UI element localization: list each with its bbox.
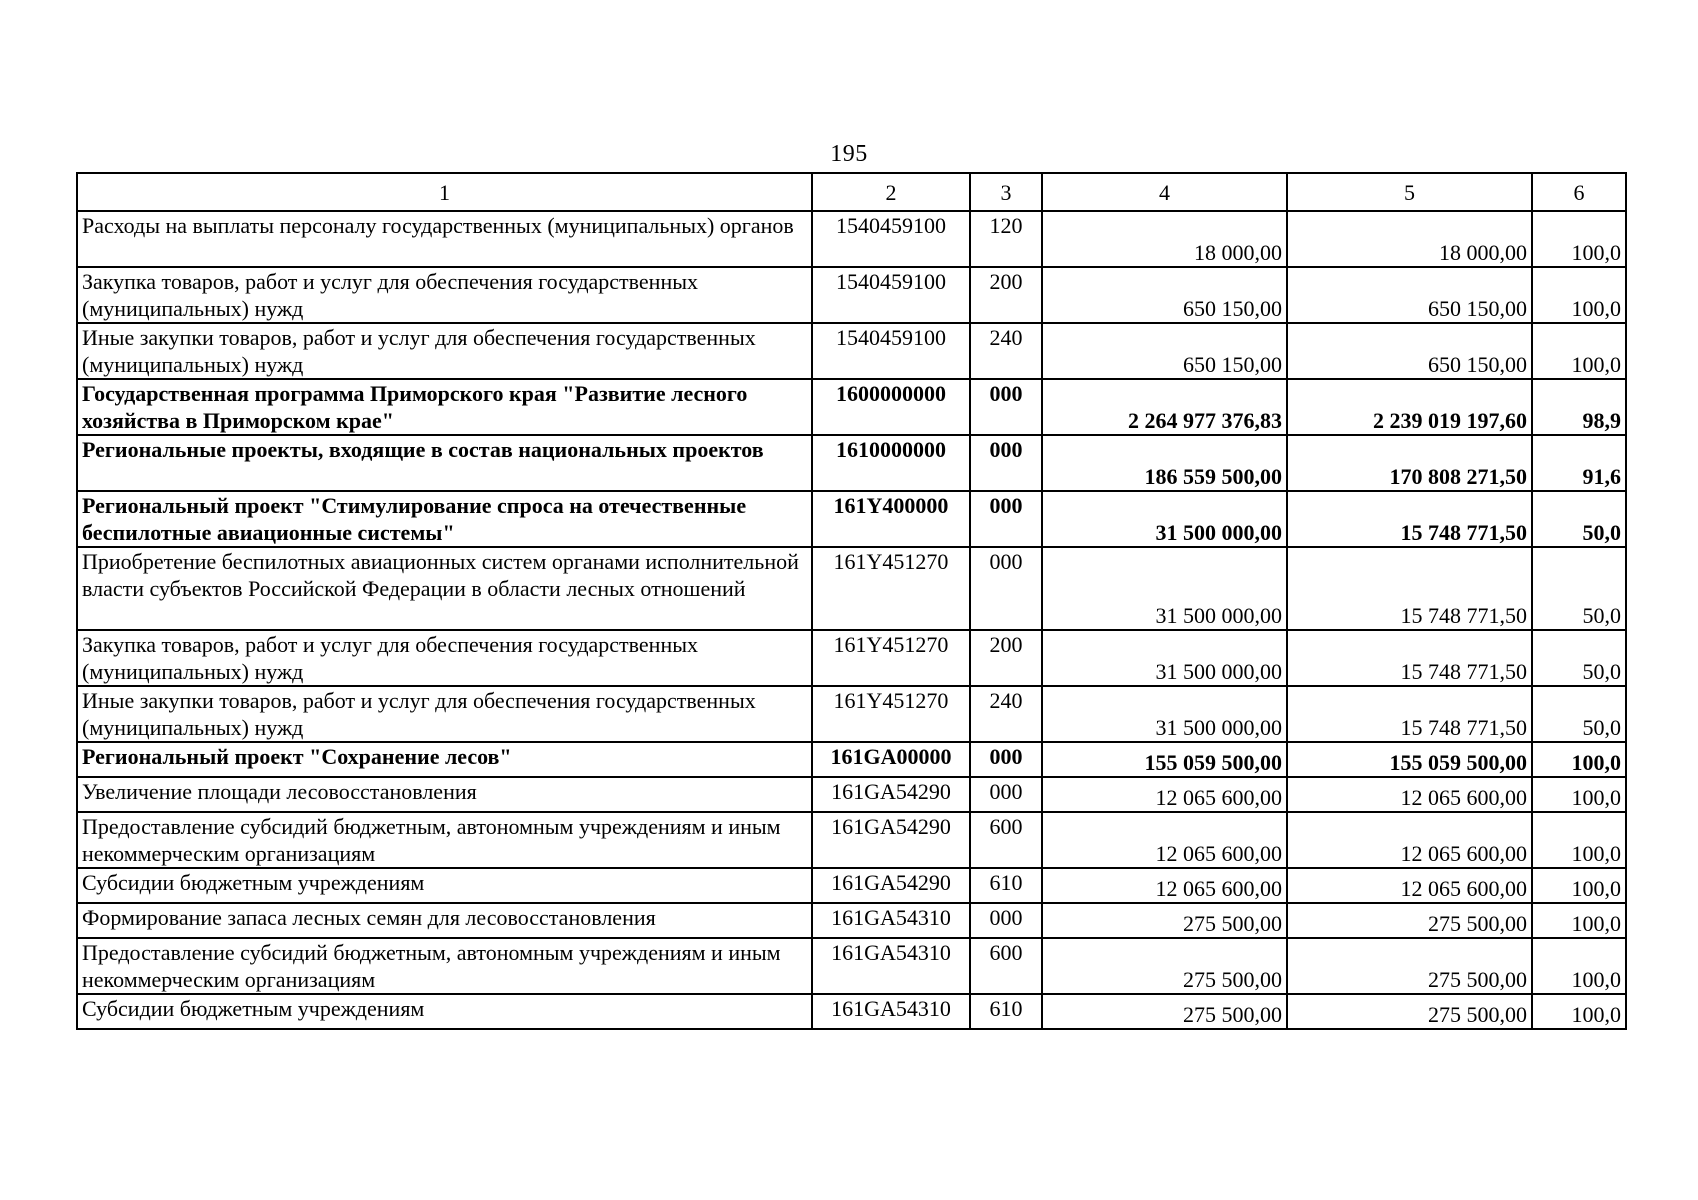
expense-type-cell: 000 — [970, 903, 1042, 938]
expense-name-cell: Увеличение площади лесовосстановления — [77, 777, 812, 812]
expense-name-cell: Иные закупки товаров, работ и услуг для обеспечения государственных (муниципальных) нужд — [77, 686, 812, 742]
fact-amount-cell: 170 808 271,50 — [1287, 435, 1532, 491]
expense-name-cell: Региональный проект "Сохранение лесов" — [77, 742, 812, 777]
table-row — [77, 211, 1626, 267]
table-row — [77, 812, 1626, 868]
expense-name-cell: Расходы на выплаты персоналу государственных (муниципальных) органов — [77, 211, 812, 267]
fact-amount-cell: 275 500,00 — [1287, 938, 1532, 994]
expense-name-cell: Закупка товаров, работ и услуг для обеспечения государственных (муниципальных) нужд — [77, 630, 812, 686]
expense-type-cell: 000 — [970, 379, 1042, 435]
column-header: 1 — [77, 173, 812, 211]
plan-amount-cell: 12 065 600,00 — [1042, 868, 1287, 903]
target-code-cell: 1540459100 — [812, 211, 970, 267]
percent-cell: 100,0 — [1532, 267, 1626, 323]
expense-name-cell: Предоставление субсидий бюджетным, автономным учреждениям и иным некоммерческим организациям — [77, 938, 812, 994]
percent-cell: 100,0 — [1532, 211, 1626, 267]
percent-cell: 91,6 — [1532, 435, 1626, 491]
expense-type-cell: 240 — [970, 323, 1042, 379]
column-header: 6 — [1532, 173, 1626, 211]
target-code-cell: 161GA54310 — [812, 938, 970, 994]
expense-name-cell: Государственная программа Приморского края "Развитие лесного хозяйства в Приморском крае" — [77, 379, 812, 435]
percent-cell: 50,0 — [1532, 547, 1626, 630]
plan-amount-cell: 275 500,00 — [1042, 903, 1287, 938]
page-number: 195 — [830, 141, 868, 167]
fact-amount-cell: 275 500,00 — [1287, 994, 1532, 1029]
fact-amount-cell: 15 748 771,50 — [1287, 686, 1532, 742]
expense-type-cell: 200 — [970, 267, 1042, 323]
target-code-cell: 1600000000 — [812, 379, 970, 435]
table-row-section — [77, 435, 1626, 491]
fact-amount-cell: 12 065 600,00 — [1287, 868, 1532, 903]
table-header-row — [77, 173, 1626, 211]
percent-cell: 100,0 — [1532, 868, 1626, 903]
target-code-cell: 161Y400000 — [812, 491, 970, 547]
expense-type-cell: 000 — [970, 547, 1042, 630]
target-code-cell: 161GA54290 — [812, 812, 970, 868]
fact-amount-cell: 12 065 600,00 — [1287, 812, 1532, 868]
target-code-cell: 1540459100 — [812, 267, 970, 323]
expense-name-cell: Иные закупки товаров, работ и услуг для обеспечения государственных (муниципальных) нужд — [77, 323, 812, 379]
fact-amount-cell: 155 059 500,00 — [1287, 742, 1532, 777]
target-code-cell: 1540459100 — [812, 323, 970, 379]
target-code-cell: 161GA54290 — [812, 777, 970, 812]
expense-type-cell: 600 — [970, 812, 1042, 868]
table-row-project — [77, 491, 1626, 547]
target-code-cell: 161GA54290 — [812, 868, 970, 903]
percent-cell: 100,0 — [1532, 938, 1626, 994]
expense-type-cell: 120 — [970, 211, 1042, 267]
expense-type-cell: 000 — [970, 435, 1042, 491]
expense-type-cell: 240 — [970, 686, 1042, 742]
expense-type-cell: 000 — [970, 777, 1042, 812]
plan-amount-cell: 650 150,00 — [1042, 267, 1287, 323]
percent-cell: 100,0 — [1532, 777, 1626, 812]
plan-amount-cell: 12 065 600,00 — [1042, 777, 1287, 812]
plan-amount-cell: 2 264 977 376,83 — [1042, 379, 1287, 435]
expense-type-cell: 610 — [970, 994, 1042, 1029]
table-row — [77, 547, 1626, 630]
expense-type-cell: 000 — [970, 742, 1042, 777]
table-row — [77, 868, 1626, 903]
table-row — [77, 630, 1626, 686]
table-row — [77, 267, 1626, 323]
target-code-cell: 1610000000 — [812, 435, 970, 491]
plan-amount-cell: 31 500 000,00 — [1042, 547, 1287, 630]
plan-amount-cell: 31 500 000,00 — [1042, 686, 1287, 742]
expense-name-cell: Региональный проект "Стимулирование спроса на отечественные беспилотные авиационные системы" — [77, 491, 812, 547]
fact-amount-cell: 15 748 771,50 — [1287, 547, 1532, 630]
expense-name-cell: Предоставление субсидий бюджетным, автономным учреждениям и иным некоммерческим организациям — [77, 812, 812, 868]
percent-cell: 98,9 — [1532, 379, 1626, 435]
expense-type-cell: 600 — [970, 938, 1042, 994]
percent-cell: 50,0 — [1532, 491, 1626, 547]
target-code-cell: 161GA54310 — [812, 903, 970, 938]
column-header: 4 — [1042, 173, 1287, 211]
expense-name-cell: Приобретение беспилотных авиационных систем органами исполнительной власти субъектов Российской Федерации в области лесных отношений — [77, 547, 812, 630]
fact-amount-cell: 18 000,00 — [1287, 211, 1532, 267]
table-row — [77, 777, 1626, 812]
expense-name-cell: Региональные проекты, входящие в состав национальных проектов — [77, 435, 812, 491]
target-code-cell: 161Y451270 — [812, 630, 970, 686]
plan-amount-cell: 275 500,00 — [1042, 994, 1287, 1029]
target-code-cell: 161Y451270 — [812, 547, 970, 630]
table-row — [77, 323, 1626, 379]
table-row-project — [77, 742, 1626, 777]
fact-amount-cell: 650 150,00 — [1287, 323, 1532, 379]
table-row-program — [77, 379, 1626, 435]
expense-name-cell: Субсидии бюджетным учреждениям — [77, 868, 812, 903]
table-row — [77, 994, 1626, 1029]
expense-type-cell: 610 — [970, 868, 1042, 903]
column-header: 5 — [1287, 173, 1532, 211]
plan-amount-cell: 31 500 000,00 — [1042, 491, 1287, 547]
table-row — [77, 903, 1626, 938]
expense-type-cell: 000 — [970, 491, 1042, 547]
percent-cell: 100,0 — [1532, 812, 1626, 868]
fact-amount-cell: 12 065 600,00 — [1287, 777, 1532, 812]
fact-amount-cell: 15 748 771,50 — [1287, 630, 1532, 686]
percent-cell: 50,0 — [1532, 630, 1626, 686]
percent-cell: 100,0 — [1532, 994, 1626, 1029]
fact-amount-cell: 2 239 019 197,60 — [1287, 379, 1532, 435]
expense-name-cell: Субсидии бюджетным учреждениям — [77, 994, 812, 1029]
target-code-cell: 161Y451270 — [812, 686, 970, 742]
plan-amount-cell: 155 059 500,00 — [1042, 742, 1287, 777]
plan-amount-cell: 186 559 500,00 — [1042, 435, 1287, 491]
fact-amount-cell: 275 500,00 — [1287, 903, 1532, 938]
column-header: 2 — [812, 173, 970, 211]
expense-name-cell: Закупка товаров, работ и услуг для обеспечения государственных (муниципальных) нужд — [77, 267, 812, 323]
target-code-cell: 161GA00000 — [812, 742, 970, 777]
budget-table — [76, 172, 1627, 1030]
table-row — [77, 686, 1626, 742]
percent-cell: 100,0 — [1532, 323, 1626, 379]
column-header: 3 — [970, 173, 1042, 211]
plan-amount-cell: 275 500,00 — [1042, 938, 1287, 994]
table-row — [77, 938, 1626, 994]
percent-cell: 100,0 — [1532, 903, 1626, 938]
plan-amount-cell: 650 150,00 — [1042, 323, 1287, 379]
expense-type-cell: 200 — [970, 630, 1042, 686]
target-code-cell: 161GA54310 — [812, 994, 970, 1029]
expense-name-cell: Формирование запаса лесных семян для лесовосстановления — [77, 903, 812, 938]
fact-amount-cell: 650 150,00 — [1287, 267, 1532, 323]
percent-cell: 50,0 — [1532, 686, 1626, 742]
percent-cell: 100,0 — [1532, 742, 1626, 777]
plan-amount-cell: 12 065 600,00 — [1042, 812, 1287, 868]
plan-amount-cell: 18 000,00 — [1042, 211, 1287, 267]
plan-amount-cell: 31 500 000,00 — [1042, 630, 1287, 686]
fact-amount-cell: 15 748 771,50 — [1287, 491, 1532, 547]
